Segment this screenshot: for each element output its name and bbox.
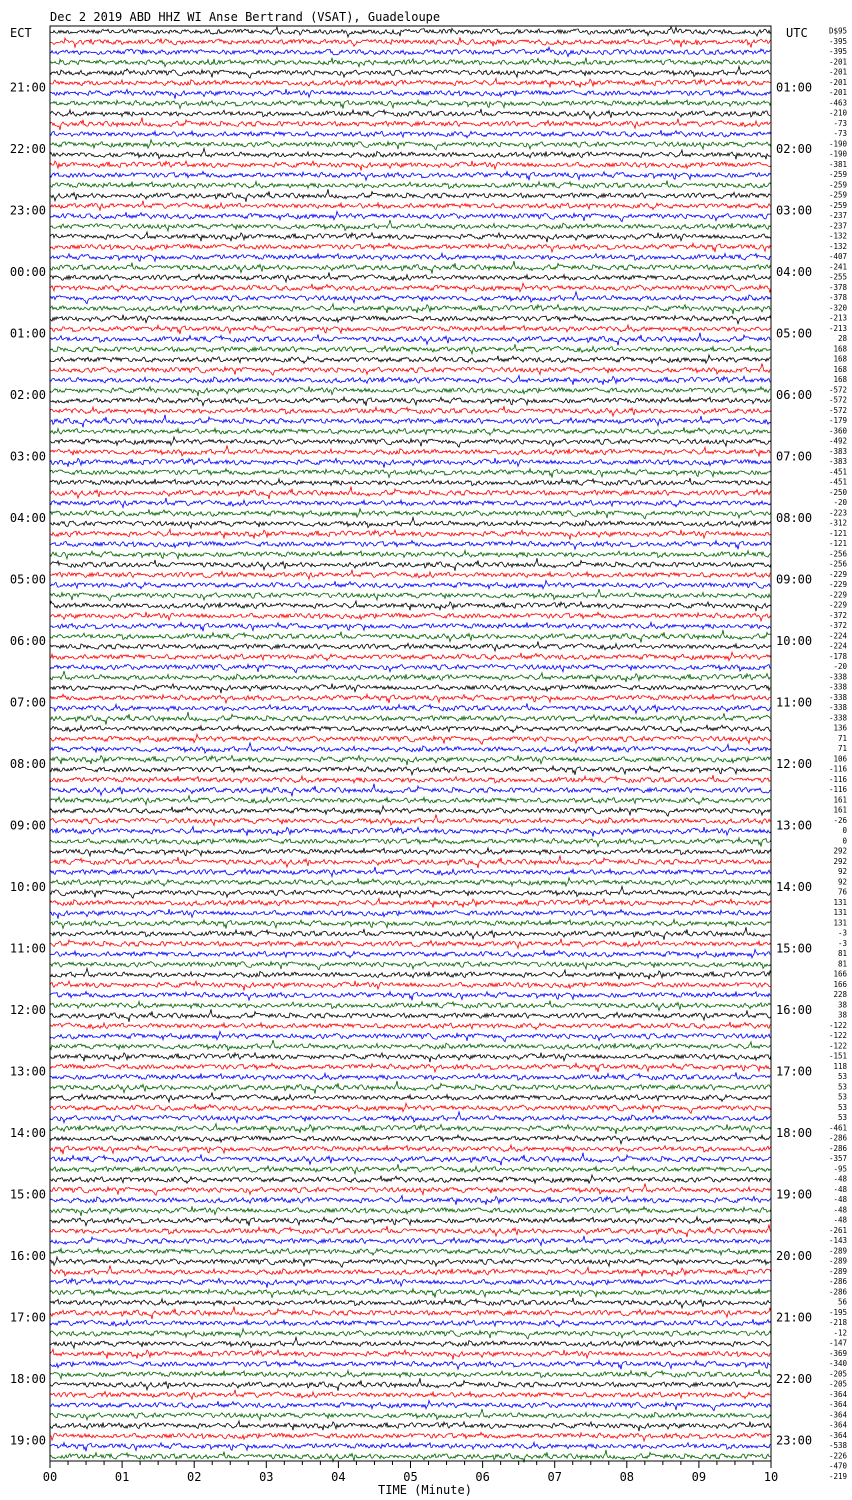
trace-offset-label: 81 xyxy=(837,959,847,969)
right-hour-label: 05:00 xyxy=(776,326,813,341)
trace-offset-label: -201 xyxy=(828,77,847,87)
trace-offset-label: -372 xyxy=(828,621,847,631)
x-tick-label: 04 xyxy=(331,1470,346,1484)
trace-offset-label: -20 xyxy=(833,662,847,672)
trace-offset-label: -3 xyxy=(837,938,847,948)
right-hour-label: 17:00 xyxy=(776,1064,813,1079)
right-hour-label: 07:00 xyxy=(776,449,813,464)
x-tick-label: 09 xyxy=(691,1470,707,1484)
trace-offset-label: -226 xyxy=(828,1451,847,1461)
trace-offset-label: 38 xyxy=(837,1000,847,1010)
trace-offset-label: -132 xyxy=(828,231,847,241)
trace-offset-label: -229 xyxy=(828,600,847,610)
trace-offset-label: -223 xyxy=(828,508,847,518)
left-hour-label: 09:00 xyxy=(9,818,46,833)
trace-offset-label: 28 xyxy=(837,334,847,344)
trace-offset-label: 136 xyxy=(833,723,847,733)
trace-offset-label: -364 xyxy=(828,1420,847,1430)
trace-offset-label: -48 xyxy=(833,1215,847,1225)
trace-offset-label: 81 xyxy=(837,949,847,959)
trace-offset-label: -179 xyxy=(828,416,847,426)
trace-offset-label: -151 xyxy=(828,1051,847,1061)
left-hour-label: 12:00 xyxy=(9,1003,46,1017)
trace-offset-label: -178 xyxy=(828,651,847,661)
trace-offset-label: -201 xyxy=(828,67,847,77)
trace-offset-label: 0 xyxy=(842,826,847,836)
trace-offset-label: 292 xyxy=(833,846,847,856)
left-hour-label: 21:00 xyxy=(9,80,46,95)
right-hour-label: 10:00 xyxy=(776,634,813,648)
trace-offset-label: -241 xyxy=(828,262,847,272)
right-hour-label: 16:00 xyxy=(776,1003,813,1017)
right-hour-label: 04:00 xyxy=(776,265,813,279)
x-axis-label: TIME (Minute) xyxy=(378,1483,472,1497)
trace-offset-label: -255 xyxy=(828,272,847,282)
trace-offset-label: -116 xyxy=(828,764,847,774)
trace-offset-label: -121 xyxy=(828,528,847,538)
trace-offset-label: -205 xyxy=(828,1379,847,1389)
trace-offset-label: -48 xyxy=(833,1195,847,1205)
trace-offset-label: -224 xyxy=(828,631,847,641)
left-timezone-label: ECT xyxy=(10,26,32,40)
trace-offset-label: -132 xyxy=(828,241,847,251)
trace-offset-label: 168 xyxy=(833,375,847,385)
x-tick-label: 02 xyxy=(186,1470,202,1484)
trace-offset-label: 131 xyxy=(833,908,847,918)
trace-offset-label: -20 xyxy=(833,498,847,508)
trace-offset-label: -213 xyxy=(828,313,847,323)
x-tick-label: 07 xyxy=(547,1470,562,1484)
trace-offset-label: -364 xyxy=(828,1430,847,1440)
x-tick-label: 10 xyxy=(763,1470,779,1484)
left-hour-label: 14:00 xyxy=(9,1126,46,1140)
left-hour-label: 05:00 xyxy=(9,572,46,587)
trace-offset-label: -378 xyxy=(828,282,847,292)
right-hour-label: 13:00 xyxy=(776,818,813,833)
trace-offset-label: -572 xyxy=(828,395,847,405)
right-hour-label: 06:00 xyxy=(776,388,813,402)
trace-offset-label: 118 xyxy=(833,1061,847,1071)
right-hour-label: 11:00 xyxy=(776,695,813,710)
right-hour-label: 09:00 xyxy=(776,572,813,587)
trace-offset-label: -190 xyxy=(828,139,847,149)
trace-offset-label: D$95 xyxy=(828,26,847,36)
trace-offset-label: -26 xyxy=(833,815,847,825)
left-hour-label: 08:00 xyxy=(9,757,46,771)
trace-offset-label: -213 xyxy=(828,323,847,333)
trace-offset-label: -195 xyxy=(828,1307,847,1317)
trace-offset-label: -73 xyxy=(833,129,847,139)
trace-offset-label: 161 xyxy=(833,795,847,805)
trace-offset-label: -229 xyxy=(828,580,847,590)
trace-offset-label: -340 xyxy=(828,1359,847,1369)
trace-offset-label: -122 xyxy=(828,1031,847,1041)
trace-offset-label: -364 xyxy=(828,1400,847,1410)
trace-offset-label: -312 xyxy=(828,518,847,528)
trace-offset-label: -364 xyxy=(828,1410,847,1420)
left-hour-label: 22:00 xyxy=(9,142,46,156)
trace-offset-label: -256 xyxy=(828,559,847,569)
right-hour-label: 03:00 xyxy=(776,203,813,218)
right-hour-label: 12:00 xyxy=(776,757,813,771)
left-hour-label: 16:00 xyxy=(9,1249,46,1263)
trace-offset-label: -451 xyxy=(828,467,847,477)
trace-offset-label: 53 xyxy=(837,1092,847,1102)
right-hour-label: 23:00 xyxy=(776,1433,813,1448)
trace-offset-label: 166 xyxy=(833,969,847,979)
trace-offset-label: -147 xyxy=(828,1338,847,1348)
trace-offset-label: -395 xyxy=(828,47,847,57)
x-tick-label: 08 xyxy=(619,1470,635,1484)
trace-offset-label: -364 xyxy=(828,1389,847,1399)
trace-offset-label: -289 xyxy=(828,1246,847,1256)
trace-offset-label: -357 xyxy=(828,1154,847,1164)
right-hour-label: 02:00 xyxy=(776,142,813,156)
trace-offset-label: -320 xyxy=(828,303,847,313)
trace-offset-label: -121 xyxy=(828,539,847,549)
left-hour-label: 10:00 xyxy=(9,880,46,894)
trace-offset-label: -286 xyxy=(828,1277,847,1287)
trace-offset-label: -229 xyxy=(828,569,847,579)
trace-offset-label: -219 xyxy=(828,1471,847,1481)
trace-offset-label: 76 xyxy=(837,887,847,897)
right-hour-label: 01:00 xyxy=(776,80,813,95)
right-hour-label: 20:00 xyxy=(776,1249,813,1263)
trace-offset-label: 92 xyxy=(837,877,847,887)
trace-offset-label: -289 xyxy=(828,1256,847,1266)
trace-offset-label: -259 xyxy=(828,180,847,190)
trace-offset-label: -259 xyxy=(828,190,847,200)
trace-offset-label: 228 xyxy=(833,990,847,1000)
trace-offset-label: -201 xyxy=(828,88,847,98)
left-hour-label: 00:00 xyxy=(9,265,46,279)
trace-offset-label: -383 xyxy=(828,457,847,467)
trace-offset-label: -256 xyxy=(828,549,847,559)
trace-offset-label: 53 xyxy=(837,1082,847,1092)
trace-offset-label: -229 xyxy=(828,590,847,600)
left-hour-label: 01:00 xyxy=(9,326,46,341)
trace-offset-label: -286 xyxy=(828,1143,847,1153)
trace-offset-label: 168 xyxy=(833,344,847,354)
trace-offset-label: -395 xyxy=(828,36,847,46)
left-hour-label: 04:00 xyxy=(9,511,46,525)
trace-offset-label: -237 xyxy=(828,211,847,221)
trace-offset-label: -218 xyxy=(828,1318,847,1328)
trace-offset-label: -372 xyxy=(828,610,847,620)
left-hour-label: 03:00 xyxy=(9,449,46,464)
trace-offset-label: -538 xyxy=(828,1441,847,1451)
trace-offset-label: -259 xyxy=(828,200,847,210)
trace-offset-label: -12 xyxy=(833,1328,847,1338)
trace-offset-label: -122 xyxy=(828,1020,847,1030)
chart-title: Dec 2 2019 ABD HHZ WI Anse Bertrand (VSAT), Guadeloupe xyxy=(50,10,441,24)
right-hour-label: 21:00 xyxy=(776,1310,813,1325)
trace-offset-label: -286 xyxy=(828,1287,847,1297)
trace-offset-label: 161 xyxy=(833,805,847,815)
trace-offset-label: 168 xyxy=(833,364,847,374)
x-tick-label: 06 xyxy=(475,1470,490,1484)
trace-offset-label: -122 xyxy=(828,1041,847,1051)
trace-offset-label: -338 xyxy=(828,713,847,723)
right-hour-label: 14:00 xyxy=(776,880,813,894)
trace-offset-label: 71 xyxy=(837,744,847,754)
trace-offset-label: -461 xyxy=(828,1123,847,1133)
left-hour-label: 23:00 xyxy=(9,203,46,218)
trace-offset-label: -451 xyxy=(828,477,847,487)
trace-offset-label: -407 xyxy=(828,252,847,262)
left-hour-label: 17:00 xyxy=(9,1310,46,1325)
trace-offset-label: -116 xyxy=(828,774,847,784)
trace-offset-label: 168 xyxy=(833,354,847,364)
left-hour-label: 06:00 xyxy=(9,634,46,648)
left-hour-label: 15:00 xyxy=(9,1187,46,1202)
trace-offset-label: -338 xyxy=(828,682,847,692)
trace-offset-label: -48 xyxy=(833,1174,847,1184)
trace-offset-label: 56 xyxy=(837,1297,847,1307)
left-hour-label: 19:00 xyxy=(9,1433,46,1448)
trace-offset-label: -143 xyxy=(828,1236,847,1246)
x-tick-label: 01 xyxy=(114,1470,130,1484)
trace-offset-label: -572 xyxy=(828,385,847,395)
trace-offset-label: 131 xyxy=(833,918,847,928)
trace-offset-label: -378 xyxy=(828,293,847,303)
right-timezone-label: UTC xyxy=(786,26,808,40)
trace-offset-label: 0 xyxy=(842,836,847,846)
trace-offset-label: -201 xyxy=(828,57,847,67)
left-hour-label: 18:00 xyxy=(9,1372,46,1386)
trace-offset-label: 53 xyxy=(837,1102,847,1112)
trace-offset-label: -470 xyxy=(828,1461,847,1471)
trace-offset-label: -237 xyxy=(828,221,847,231)
trace-offset-label: -338 xyxy=(828,672,847,682)
trace-offset-label: -463 xyxy=(828,98,847,108)
trace-offset-label: -210 xyxy=(828,108,847,118)
x-tick-label: 05 xyxy=(403,1470,418,1484)
left-hour-label: 02:00 xyxy=(9,388,46,402)
trace-offset-label: 292 xyxy=(833,856,847,866)
trace-offset-label: -369 xyxy=(828,1348,847,1358)
trace-offset-label: -338 xyxy=(828,692,847,702)
left-hour-label: 11:00 xyxy=(9,941,46,956)
trace-offset-label: 53 xyxy=(837,1113,847,1123)
trace-offset-label: 53 xyxy=(837,1072,847,1082)
trace-offset-label: 71 xyxy=(837,733,847,743)
trace-offset-label: -572 xyxy=(828,405,847,415)
right-hour-label: 19:00 xyxy=(776,1187,813,1202)
right-hour-label: 08:00 xyxy=(776,511,813,525)
trace-offset-label: -95 xyxy=(833,1164,847,1174)
left-hour-label: 07:00 xyxy=(9,695,46,710)
right-hour-label: 18:00 xyxy=(776,1126,813,1140)
trace-offset-label: -190 xyxy=(828,149,847,159)
trace-offset-label: -492 xyxy=(828,436,847,446)
trace-offset-label: -116 xyxy=(828,785,847,795)
trace-offset-label: -261 xyxy=(828,1225,847,1235)
trace-offset-label: -250 xyxy=(828,487,847,497)
trace-offset-label: -3 xyxy=(837,928,847,938)
trace-offset-label: -48 xyxy=(833,1184,847,1194)
trace-offset-label: 166 xyxy=(833,979,847,989)
trace-offset-label: -259 xyxy=(828,170,847,180)
x-tick-label: 03 xyxy=(259,1470,274,1484)
trace-offset-label: -381 xyxy=(828,159,847,169)
trace-offset-label: 106 xyxy=(833,754,847,764)
trace-offset-label: -286 xyxy=(828,1133,847,1143)
trace-offset-label: -289 xyxy=(828,1266,847,1276)
right-hour-label: 22:00 xyxy=(776,1372,813,1386)
trace-offset-label: 38 xyxy=(837,1010,847,1020)
trace-offset-label: -360 xyxy=(828,426,847,436)
trace-offset-label: -205 xyxy=(828,1369,847,1379)
trace-offset-label: -383 xyxy=(828,446,847,456)
right-hour-label: 15:00 xyxy=(776,941,813,956)
trace-offset-label: -338 xyxy=(828,703,847,713)
trace-offset-label: 131 xyxy=(833,897,847,907)
trace-offset-label: 92 xyxy=(837,867,847,877)
trace-offset-label: -224 xyxy=(828,641,847,651)
trace-offset-label: -73 xyxy=(833,118,847,128)
left-hour-label: 13:00 xyxy=(9,1064,46,1079)
trace-offset-label: -48 xyxy=(833,1205,847,1215)
x-tick-label: 00 xyxy=(42,1470,58,1484)
